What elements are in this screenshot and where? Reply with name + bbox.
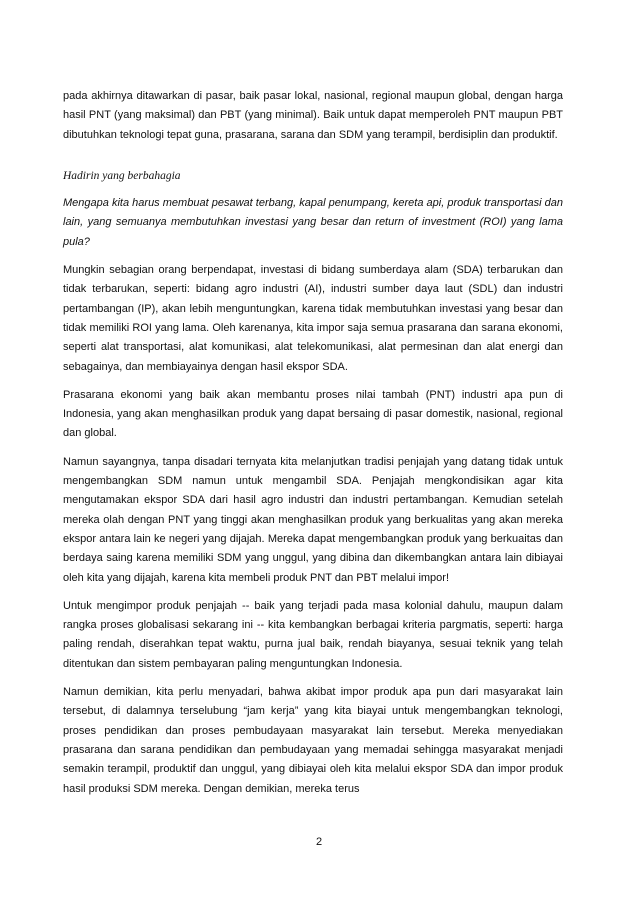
paragraph-infrastructure: Prasarana ekonomi yang baik akan membantu proses nilai tambah (PNT) industri apa pun di Indonesia, yang akan menghasilkan produk yang dapat bersaing di pasar domestik, nasional, regional dan global. (63, 388, 563, 440)
paragraph-import-criteria: Untuk mengimpor produk penjajah -- baik yang terjadi pada masa kolonial dahulu, maupun dalam rangka proses globalisasi sekarang ini -- kita kembangkan berbagai kriteria pargmatis, seperti: harga paling rendah, diserahkan tepat waktu, purna jual baik, rendah biayanya, sesuai teknik yang telah ditentukan dan sistem pembayaran paling menguntungkan Indonesia. (63, 599, 563, 670)
paragraph-question: Mengapa kita harus membuat pesawat terbang, kapal penumpang, kereta api, produk transportasi dan lain, yang semuanya membutuhkan investasi yang besar dan return of investment (ROI) yang lama pula? (63, 197, 563, 248)
paragraph-colonial-tradition: Namun sayangnya, tanpa disadari ternyata kita melanjutkan tradisi penjajah yang datang tidak untuk mengembangkan SDM namun untuk mengambil SDA. Penjajah mengkondisikan agar kita mengutamakan ekspor SDA dari hasil agro industri dan industri pertambangan. Kemudian setelah mereka olah dengan PNT yang tinggi akan menghasilkan produk yang berkualitas yang akan mereka ekspor antara lain ke negeri yang dijajah. Mereka dapat mengembangkan produk yang berkuaitas dan berdaya saing karena memiliki SDM yang unggul, yang dibina dan dikembangkan antara lain dibiayai oleh kita yang dijajah, karena kita membeli produk PNT dan PBT melalui impor! (63, 455, 563, 584)
document-body (63, 87, 563, 808)
section-heading: Hadirin yang berbahagia (63, 169, 181, 182)
paragraph-intro: pada akhirnya ditawarkan di pasar, baik pasar lokal, nasional, regional maupun global, dengan harga hasil PNT (yang maksimal) dan PBT (yang minimal). Baik untuk dapat memperoleh PNT maupun PBT dibutuhkan teknologi tepat guna, prasarana, sarana dan SDM yang terampil, berdisiplin dan produktif. (63, 90, 563, 141)
paragraph-sda-investment: Mungkin sebagian orang berpendapat, investasi di bidang sumberdaya alam (SDA) terbarukan dan tidak terbarukan, seperti: bidang agro industri (AI), industri sumber daya laut (SDL) dan industri pertambangan (IP), akan lebih menguntungkan, karena tidak membutuhkan investasi yang besar dan tidak memiliki ROI yang lama. Oleh karenanya, kita impor saja semua prasarana dan sarana ekonomi, seperti alat transportasi, alat komunikasi, alat telekomunikasi, alat permesinan dan alat energi dan sebagainya, dan membiayainya dengan hasil ekspor SDA. (63, 264, 563, 373)
page-number: 2 (315, 836, 323, 848)
paragraph-hidden-work-hours: Namun demikian, kita perlu menyadari, bahwa akibat impor produk apa pun dari masyarakat lain tersebut, di dalamnya terselubung “jam kerja” yang kita biayai untuk mengembangkan teknologi, proses pendidikan dan proses pembudayaan masyarakat lain tersebut. Mereka menyediakan prasarana dan sarana pendidikan dan pembudayaan yang memadai sehingga masyarakat menjadi semakin terampil, produktif dan unggul, yang dibiayai oleh kita melalui ekspor SDA dan impor produk hasil produksi SDM mereka. Dengan demikian, mereka terus (63, 686, 563, 795)
